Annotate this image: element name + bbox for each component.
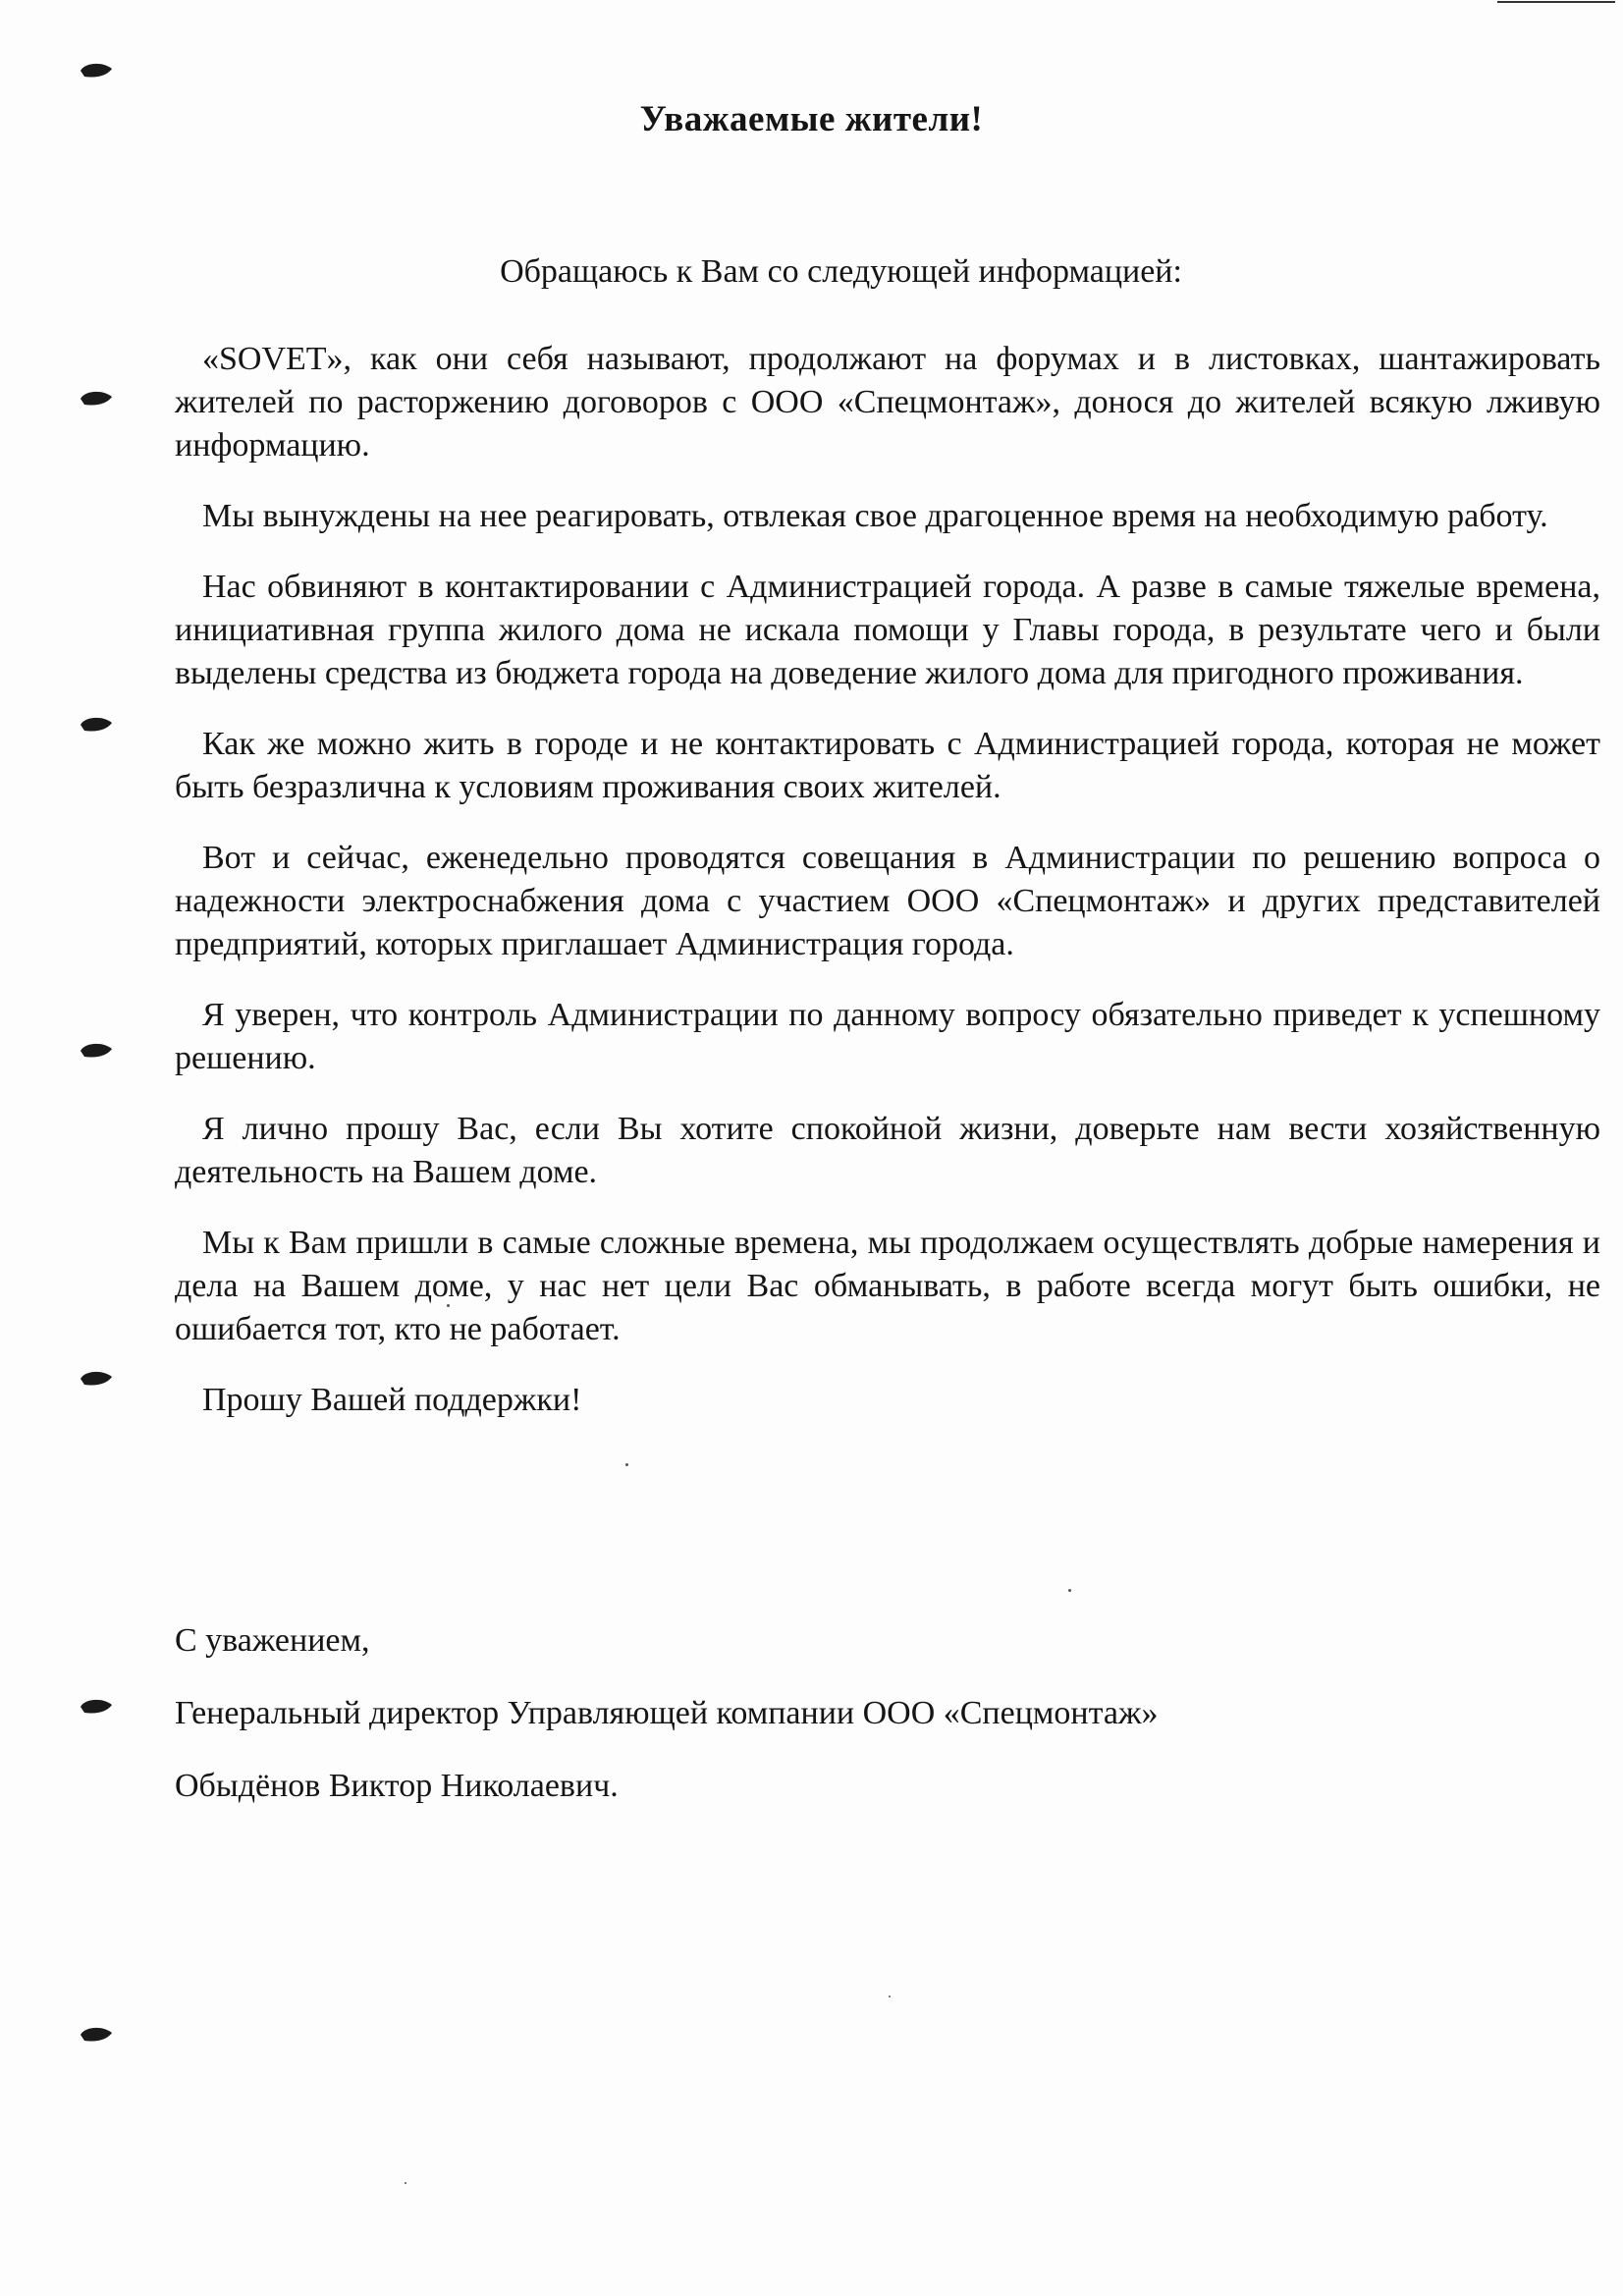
letter-title: Уважаемые жители! bbox=[639, 99, 984, 139]
letter-paragraph: Мы к Вам пришли в самые сложные времена, мы продолжаем осуществлять добрые намерения и дела на Вашем доме, у нас нет цели Вас обманывать, в работе всегда могут быть ошибки, не ошибается тот, кто не работает. bbox=[175, 1225, 1600, 1347]
letter-signatory-position bbox=[175, 1695, 1549, 1732]
letter-paragraph: Я лично прошу Вас, если Вы хотите спокойной жизни, доверьте нам вести хозяйственную деятельность на Вашем доме. bbox=[175, 1111, 1600, 1190]
punch-hole-mark bbox=[79, 1369, 114, 1389]
regards-text: С уважением, bbox=[175, 1622, 370, 1659]
letter-body bbox=[175, 338, 1600, 1449]
signatory-position-text: Генеральный директор Управляющей компании ООО «Спецмонтаж» bbox=[175, 1695, 1159, 1731]
scan-speck bbox=[1068, 1589, 1071, 1592]
punch-hole-mark bbox=[79, 61, 114, 81]
letter-paragraph: Вот и сейчас, еженедельно проводятся совещания в Администрации по решению вопроса о надежности электроснабжения дома с участием ООО «Спецмонтаж» и других представителей предприятий, которых приглашает Администрация города. bbox=[175, 840, 1600, 962]
signatory-name-text: Обыдёнов Виктор Николаевич. bbox=[175, 1768, 619, 1804]
scan-edge-mark bbox=[1468, 0, 1615, 4]
scan-speck bbox=[625, 1463, 628, 1466]
scan-speck bbox=[405, 2182, 406, 2184]
letter-regards bbox=[175, 1622, 1549, 1660]
letter-intro: Обращаюсь к Вам со следующей информацией: bbox=[500, 253, 1182, 290]
letter-paragraph: Нас обвиняют в контактировании с Администрацией города. А разве в самые тяжелые времена, инициативная группа жилого дома не искала помощи у Главы города, в результате чего и были выделены средства из бюджета города на доведение жилого дома для пригодного проживания. bbox=[175, 569, 1600, 691]
letter-paragraph: Прошу Вашей поддержки! bbox=[202, 1382, 582, 1418]
letter-paragraph: Я уверен, что контроль Администрации по данному вопросу обязательно приведет к успешному решению. bbox=[175, 997, 1600, 1076]
letter-paragraph: Как же можно жить в городе и не контактировать с Администрацией города, которая не может быть безразлична к условиям проживания своих жителей. bbox=[175, 726, 1600, 805]
punch-hole-mark bbox=[79, 715, 114, 735]
letter-paragraph: Мы вынуждены на нее реагировать, отвлекая свое драгоценное время на необходимую работу. bbox=[202, 498, 1548, 534]
punch-hole-mark bbox=[79, 2025, 114, 2045]
punch-hole-mark bbox=[79, 1697, 114, 1717]
scan-speck bbox=[889, 1995, 891, 1997]
punch-hole-mark bbox=[79, 1041, 114, 1061]
letter-paragraph: «SOVET», как они себя называют, продолжают на форумах и в листовках, шантажировать жителей по расторжению договоров с ООО «Спецмонтаж», донося до жителей всякую лживую информацию. bbox=[175, 341, 1600, 464]
letter-signatory-name bbox=[175, 1768, 1549, 1805]
punch-hole-mark bbox=[79, 389, 114, 409]
